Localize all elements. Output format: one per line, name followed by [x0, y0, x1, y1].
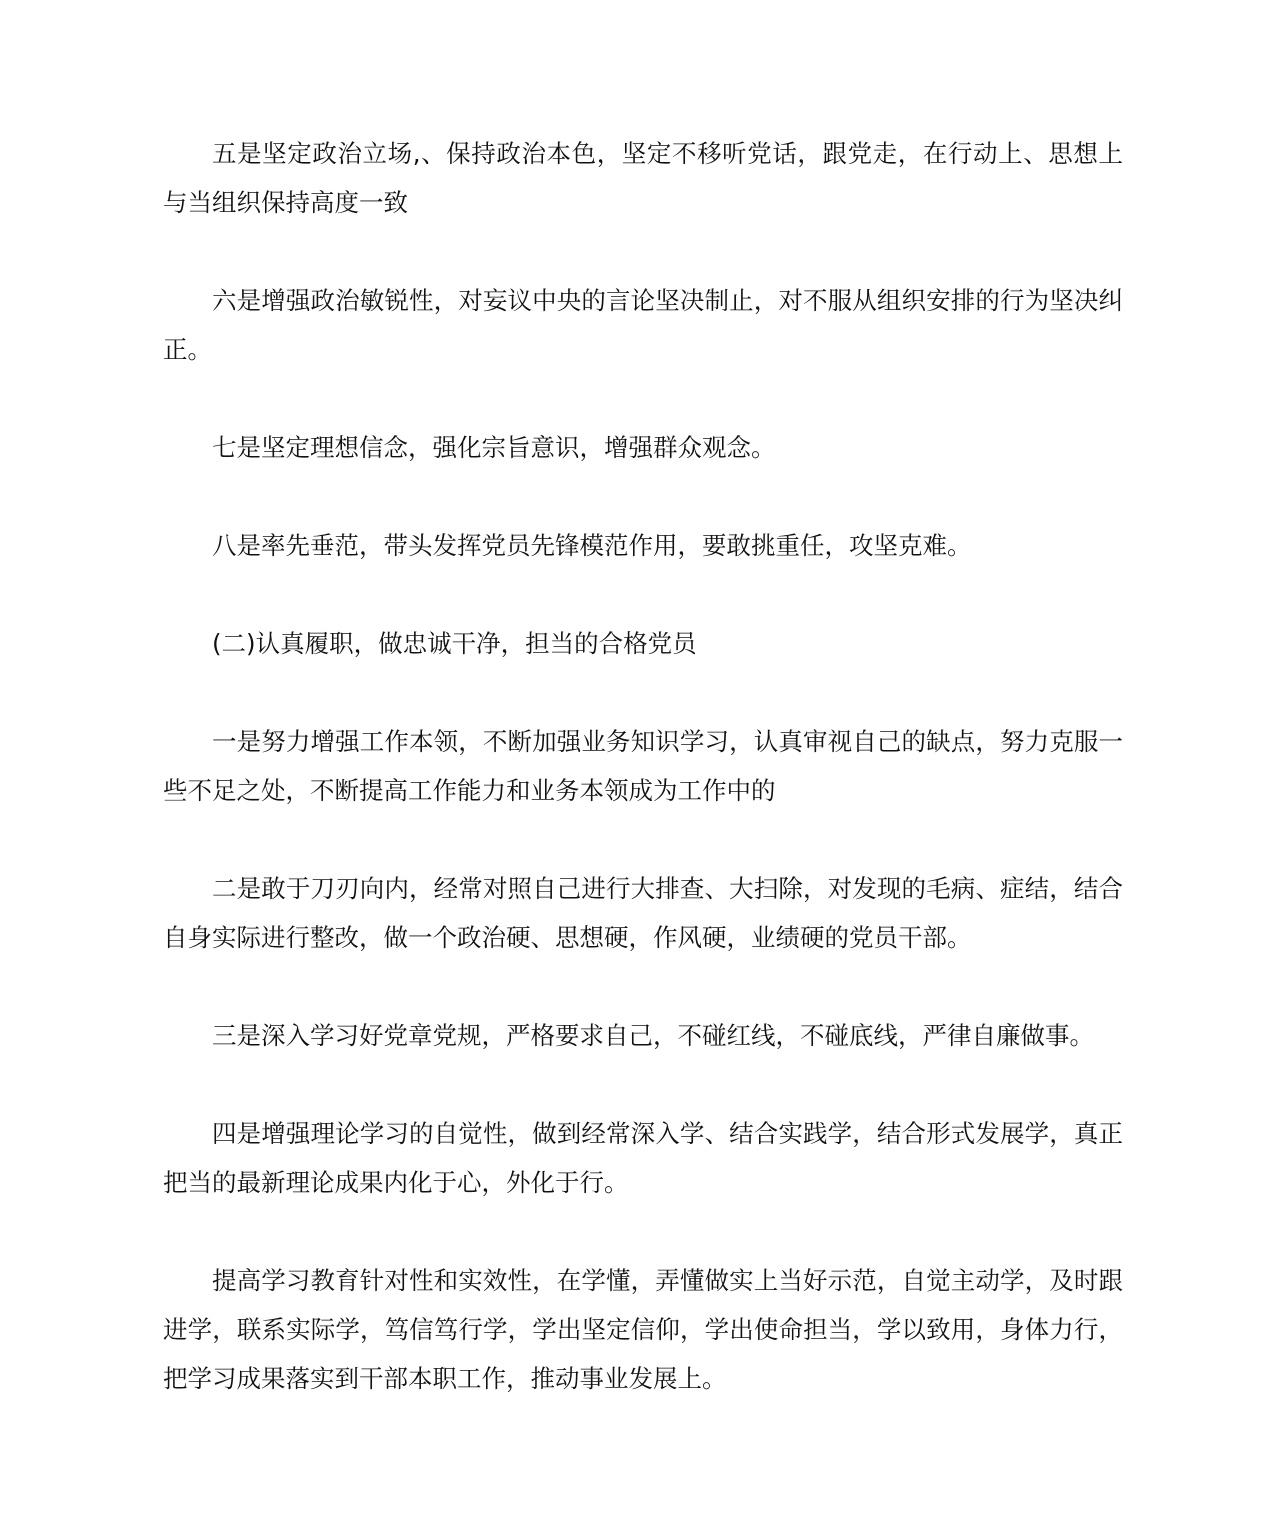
paragraph-closing: 提高学习教育针对性和实效性，在学懂，弄懂做实上当好示范，自觉主动学，及时跟进学，联系实际学，笃信笃行学，学出坚定信仰，学出使命担当，学以致用，身体力行，把学习成果落实到干部本职工作，推动事业发展上。	[163, 1266, 1123, 1393]
document-body	[163, 129, 1123, 1403]
paragraph-eight: 八是率先垂范，带头发挥党员先锋模范作用，要敢挑重任，攻坚克难。	[212, 531, 972, 560]
paragraph-three: 三是深入学习好党章党规，严格要求自己，不碰红线，不碰底线，严律自廉做事。	[212, 1021, 1094, 1050]
paragraph-five: 五是坚定政治立场,、保持政治本色，坚定不移听党话，跟党走，在行动上、思想上与当组织保持高度一致	[163, 139, 1123, 217]
paragraph-four: 四是增强理论学习的自觉性，做到经常深入学、结合实践学，结合形式发展学，真正把当的最新理论成果内化于心，外化于行。	[163, 1119, 1123, 1197]
paragraph-two: 二是敢于刀刃向内，经常对照自己进行大排查、大扫除，对发现的毛病、症结，结合自身实际进行整改，做一个政治硬、思想硬，作风硬，业绩硬的党员干部。	[163, 874, 1123, 952]
paragraph-six: 六是增强政治敏锐性，对妄议中央的言论坚决制止，对不服从组织安排的行为坚决纠正。	[163, 286, 1123, 364]
paragraph-one: 一是努力增强工作本领，不断加强业务知识学习，认真审视自己的缺点，努力克服一些不足之处，不断提高工作能力和业务本领成为工作中的	[163, 727, 1123, 805]
paragraph-seven: 七是坚定理想信念，强化宗旨意识，增强群众观念。	[212, 433, 776, 462]
section-heading-two: (二)认真履职，做忠诚干净，担当的合格党员	[212, 629, 697, 658]
